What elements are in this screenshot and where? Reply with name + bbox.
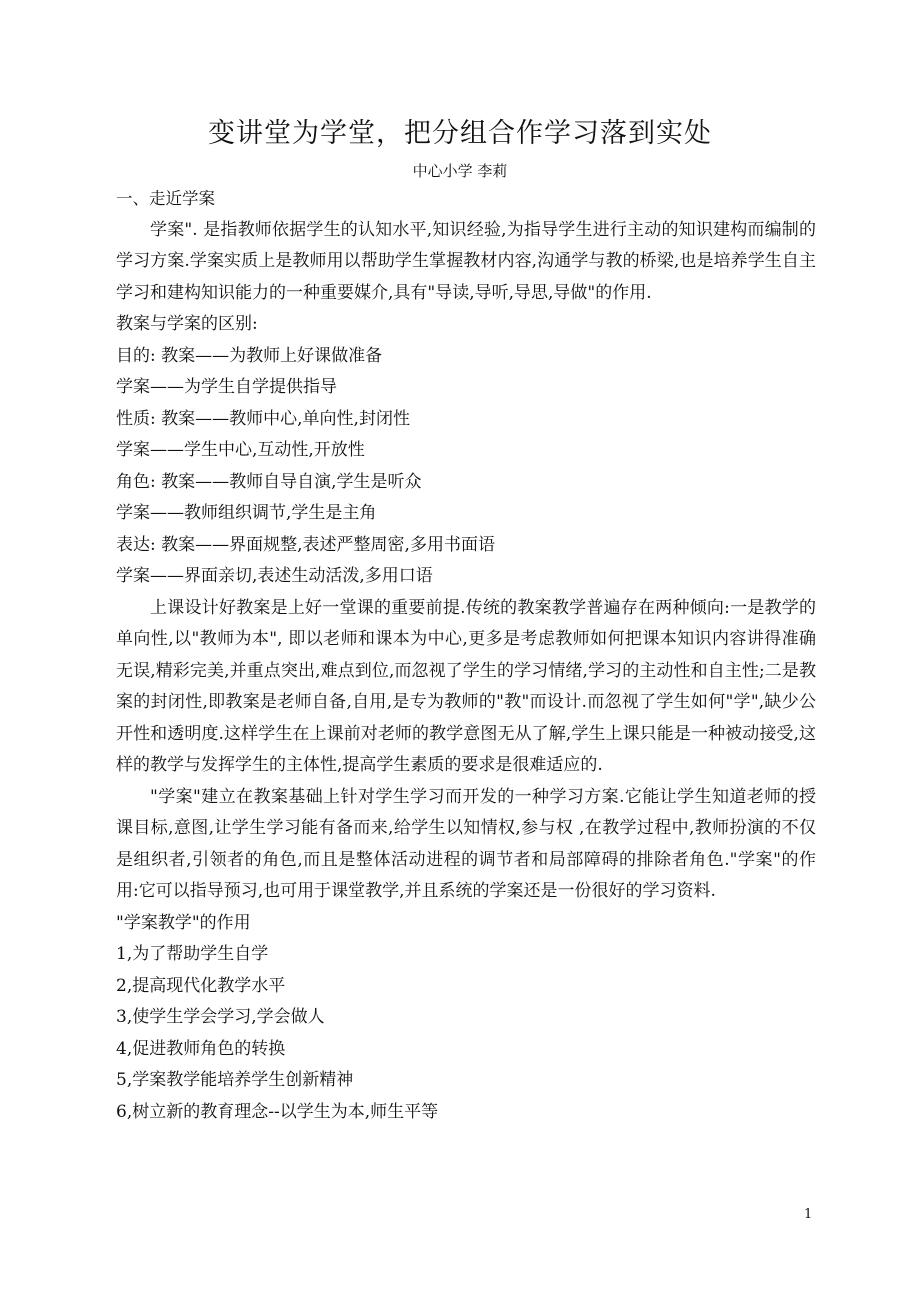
- role-heading: "学案教学"的作用: [116, 912, 251, 933]
- comparison-item: 学案——教师组织调节,学生是主角: [116, 503, 377, 523]
- role-item: 6,树立新的教育理念--以学生为本,师生平等: [116, 1101, 439, 1122]
- paragraph-traditional-teaching: 上课设计好教案是上好一堂课的重要前提.传统的教案教学普遍存在两种倾向:一是教学的单向性,以"教师为本", 即以老师和课本为中心,更多是考虑教师如何把课本知识内容讲得准确无误,精彩完美,并重点突出,难点到位,而忽视了学生的学习情绪,学习的主动性和自主性;二是教案的封闭性,即教案是老师自备,自用,是专为教师的"教"而设计.而忽视了学生如何"学",缺少公开性和透明度.这样学生在上课前对老师的教学意图无从了解,学生上课只能是一种被动接受,这样的教学与发挥学生的主体性,提高学生素质的要求是很难适应的.: [116, 597, 816, 775]
- role-item: 3,使学生学会学习,学会做人: [116, 1007, 325, 1027]
- role-item: 5,学案教学能培养学生创新精神: [116, 1070, 354, 1090]
- comparison-item: 目的: 教案——为教师上好课做准备: [116, 345, 383, 366]
- paragraph-definition: 学案". 是指教师依据学生的认知水平,知识经验,为指导学生进行主动的知识建构而编制的学习方案.学案实质上是教师用以帮助学生掌握教材内容,沟通学与教的桥梁,也是培养学生自主学习和建构知识能力的一种重要媒介,具有"导读,导听,导思,导做"的作用.: [116, 219, 816, 303]
- document-body: [116, 183, 816, 1128]
- section-heading: 一、走近学案: [116, 189, 215, 208]
- comparison-item: 角色: 教案——教师自导自演,学生是听众: [116, 471, 422, 492]
- comparison-item: 学案——为学生自学提供指导: [116, 377, 337, 397]
- page-number: 1: [804, 1207, 813, 1222]
- author-line: 中心小学 李莉: [412, 162, 508, 180]
- paragraph-learning-plan: "学案"建立在教案基础上针对学生学习而开发的一种学习方案.它能让学生知道老师的授课目标,意图,让学生学习能有备而来,给学生以知情权,参与权 ,在教学过程中,教师扮演的不仅是组织者,引领者的角色,而且是整体活动进程的调节者和局部障碍的排除者角色."学案"的作用:它可以指导预习,也可用于课堂教学,并且系统的学案还是一份很好的学习资料.: [116, 786, 816, 901]
- role-item: 1,为了帮助学生自学: [116, 944, 269, 964]
- role-item: 4,促进教师角色的转换: [116, 1038, 286, 1059]
- comparison-item: 性质: 教案——教师中心,单向性,封闭性: [116, 408, 410, 429]
- page-title: 变讲堂为学堂，把分组合作学习落到实处: [208, 118, 712, 149]
- comparison-item: 学案——界面亲切,表述生动活泼,多用口语: [116, 566, 433, 586]
- comparison-heading: 教案与学案的区别:: [116, 314, 258, 334]
- comparison-item: 学案——学生中心,互动性,开放性: [116, 440, 365, 460]
- comparison-item: 表达: 教案——界面规整,表述严整周密,多用书面语: [116, 534, 495, 555]
- role-item: 2,提高现代化教学水平: [116, 975, 286, 996]
